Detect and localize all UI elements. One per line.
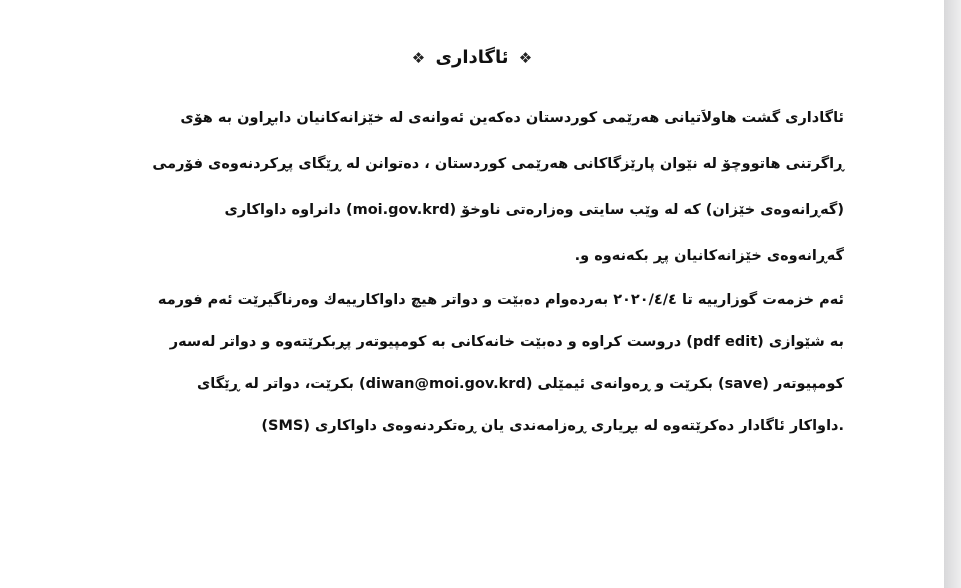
paragraph-line: گەڕانەوەی خێزانەکانیان پڕ بکەنەوە و. <box>574 248 844 264</box>
paragraph-line: بە شێوازی (pdf edit) دروست کراوە و دەبێت خانەکانی بە کومپیوتەر پڕبکرێتەوە و دواتر لەسەر <box>169 334 844 350</box>
ornament-right-icon: ❖ <box>518 49 533 67</box>
notice-body <box>152 95 844 447</box>
paragraph-line: ئاگاداری گشت هاولاَتیانی هەرێمی کوردستان دەکەین ئەوانەی لە خێزانەکانیان دابڕاون بە هۆی <box>180 110 844 126</box>
paragraph-line: (SMS) داواکار ئاگادار دەکرێتەوە لە بڕیاری ڕەزامەندی یان ڕەتکردنەوەی داواکاری. <box>261 418 844 434</box>
paragraph-2 <box>157 279 844 447</box>
paragraph-line: کومپیوتەر (save) بکرێت و ڕەوانەی ئیمێلی (diwan@moi.gov.krd) بکرێت، دواتر لە ڕێگای <box>197 376 844 392</box>
ornament-left-icon: ❖ <box>411 49 426 67</box>
paragraph-line: ڕاگرتنی هاتووچۆ لە نێوان پارێزگاکانی هەرێمی کوردستان ، دەتوانن لە ڕێگای پڕکردنەوەی فۆرمی <box>152 156 844 172</box>
paragraph-1 <box>152 95 844 279</box>
title-text: ئاگاداری <box>435 47 509 68</box>
page-edge-shadow <box>944 0 961 588</box>
notice-title <box>0 42 944 74</box>
paragraph-line: (گەڕانەوەی خێزان) کە لە وێب سایتی وەزارەتی ناوخۆ (moi.gov.krd) دانراوە داواکاری <box>224 202 844 218</box>
paragraph-line: ئەم خزمەت گوزارییە تا ٢٠٢٠/٤/٤ بەردەوام دەبێت و دواتر هیچ داواکارییەك وەرناگیرێت ئەم فورمە <box>157 292 844 308</box>
